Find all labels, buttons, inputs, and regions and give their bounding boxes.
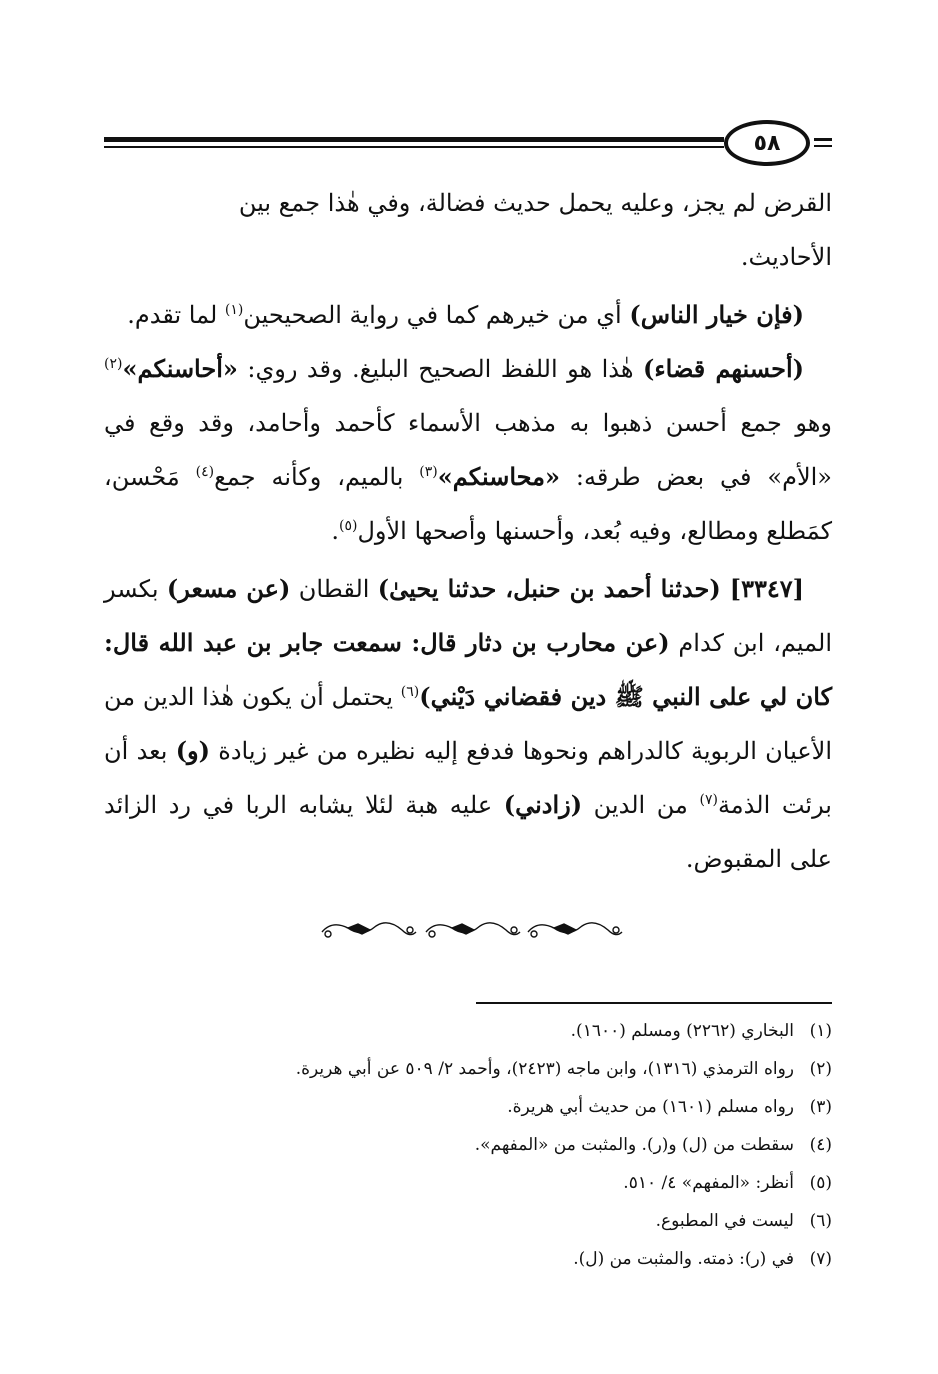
p2-end: لما تقدم. [127, 301, 225, 329]
footnote-7 [104, 1240, 832, 1278]
p4-text6: عليه هبة لئلا يشابه الربا في رد الزائد على المقبوض. [104, 791, 832, 873]
footnote-ref-2: (٢) [104, 356, 123, 372]
p3-end: . [331, 517, 339, 545]
header-rule-right-thin [814, 145, 832, 147]
p3-text4: مَحْسن، كمَطلع ومطالع، وفيه بُعد، وأحسنها وأصحها الأول [104, 463, 832, 545]
footnote-text: أنظر: «المفهم» ٤/ ٥١٠. [623, 1173, 794, 1193]
p4-text2: بكسر الميم، ابن كدام [104, 575, 833, 657]
header-rule-thin [104, 146, 724, 148]
p4-text1: القطان [290, 575, 378, 603]
footnote-4 [104, 1126, 832, 1164]
footnote-number: (٧) [809, 1249, 832, 1269]
footnote-separator [476, 1002, 832, 1004]
paragraph-1 [104, 176, 832, 284]
footnote-number: (٢) [809, 1059, 832, 1079]
p3-bold2: «أحاسنكم» [122, 354, 238, 383]
p3-text3: بالميم، وكأنه جمع [214, 463, 420, 491]
page-header [104, 120, 832, 168]
footnote-ref-4: (٤) [195, 464, 215, 480]
footnote-text: ليست في المطبوع. [655, 1211, 794, 1231]
p4-text4: بعد أن برئت الذمة [104, 737, 832, 819]
footnote-1 [104, 1012, 832, 1050]
p4-bold2: (عن مسعر) [166, 574, 291, 603]
p4-bold1: [٣٣٤٧] (حدثنا أحمد بن حنبل، حدثنا يحيىٰ) [377, 574, 805, 603]
p4-text5: من الدين [582, 791, 700, 819]
ornament-motif [528, 923, 622, 937]
p4-bold3: (عن محارب بن دثار قال: سمعت جابر بن عبد الله قال: كان لي على النبي ﷺ دين فقضاني دَيْني) [104, 628, 833, 711]
footnote-ref-6: (٦) [400, 684, 420, 700]
footnote-ref-7: (٧) [699, 792, 718, 808]
footnote-number: (٥) [809, 1173, 832, 1193]
ornament-divider [318, 912, 624, 948]
footnote-ref-1: (١) [224, 302, 244, 318]
p3-text1: هٰذا هو اللفظ الصحيح البليغ. وقد روي: [247, 355, 644, 383]
footnote-number: (٣) [809, 1097, 832, 1117]
p1-line2: الأحاديث. [740, 243, 832, 271]
footnote-2 [104, 1050, 832, 1088]
p4-bold5: (زادني) [503, 790, 583, 819]
p4-bold4: (و) [175, 736, 211, 765]
footnote-number: (١) [809, 1021, 832, 1041]
ornament-motif [426, 923, 520, 937]
header-rule-right [814, 138, 832, 141]
p3-text2: وهو جمع أحسن ذهبوا به مذهب الأسماء كأحمد وأحامد، وقد وقع في «الأم» في بعض طرقه: [104, 409, 832, 491]
paragraph-3 [104, 342, 832, 558]
p2-text: أي من خيرهم كما في رواية الصحيحين [243, 301, 630, 329]
p1-line1: القرض لم يجز، وعليه يحمل حديث فضالة، وفي هٰذا جمع بين [238, 189, 832, 217]
header-rule [104, 137, 724, 142]
page-number [724, 120, 810, 166]
p3-bold: (أحسنهم قضاء) [643, 354, 804, 383]
footnote-number: (٤) [809, 1135, 832, 1155]
footnote-text: سقطت من (ل) و(ر). والمثبت من «المفهم». [474, 1135, 794, 1155]
footnote-text: رواه مسلم (١٦٠١) من حديث أبي هريرة. [507, 1097, 794, 1117]
footnotes [104, 1012, 832, 1278]
ornament-motif [322, 923, 416, 937]
footnote-text: رواه الترمذي (١٣١٦)، وابن ماجه (٢٤٢٣)، وأحمد ٢/ ٥٠٩ عن أبي هريرة. [295, 1059, 794, 1079]
footnote-text: البخاري (٢٢٦٢) ومسلم (١٦٠٠). [570, 1021, 794, 1041]
footnote-ref-3: (٣) [419, 464, 438, 480]
footnote-ref-5: (٥) [338, 518, 358, 534]
paragraph-4 [104, 562, 832, 886]
footnote-3 [104, 1088, 832, 1126]
paragraph-2 [104, 288, 832, 342]
p4-text3: يحتمل أن يكون هٰذا الدين من الأعيان الربوية كالدراهم ونحوها فدفع إليه نظيره من غير زيادة [104, 683, 832, 765]
footnote-number: (٦) [809, 1211, 832, 1231]
p3-bold3: «محاسنكم» [437, 462, 560, 491]
footnote-text: في (ر): ذمته. والمثبت من (ل). [573, 1249, 794, 1269]
main-text [104, 176, 832, 886]
p2-bold: (فإن خيار الناس) [629, 300, 804, 329]
page-number-text: ٥٨ [753, 130, 781, 156]
footnote-6 [104, 1202, 832, 1240]
footnote-5 [104, 1164, 832, 1202]
